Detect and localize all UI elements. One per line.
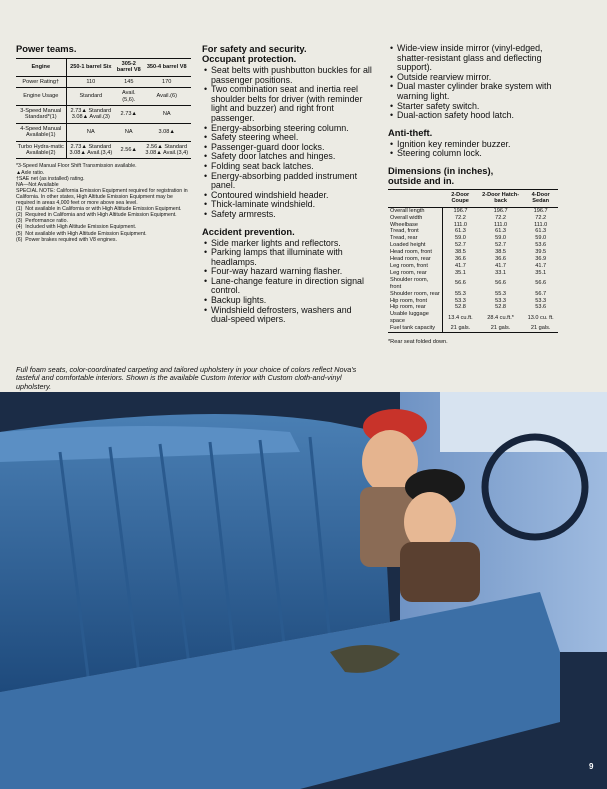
dimensions-table-row xyxy=(388,325,558,332)
dimensions-table-header-cell: 2-Door Coupe xyxy=(443,189,478,207)
power-table-row xyxy=(16,88,191,106)
dimensions-table-cell: Tread, rear xyxy=(388,235,443,242)
power-table-header-cell: Engine xyxy=(16,59,66,77)
dimensions-table-cell: Usable luggage space xyxy=(388,311,443,325)
safety-item: • Energy-absorbing steering column. xyxy=(202,124,372,134)
power-table-cell: 2.73▲ Standard 3.08▲ Avail.(3) xyxy=(66,106,115,124)
dimensions-table-cell: 56.6 xyxy=(495,280,507,287)
anti-theft-item: • Steering column lock. xyxy=(388,149,558,159)
mirror-item: • Starter safety switch. xyxy=(388,102,558,112)
dimensions-table-header-cell xyxy=(388,189,443,207)
dimensions-table-cell: 196.7 xyxy=(453,207,468,214)
power-table-cell: 2.73▲ xyxy=(115,106,142,124)
power-table-cell: 110 xyxy=(66,76,115,87)
power-note: (1) Not available in California or with High Altitude Emission Equipment. xyxy=(16,206,182,213)
anti-theft-list xyxy=(388,140,558,159)
power-note: ▲Axle ratio. xyxy=(16,169,45,176)
dimensions-table-cell: 61.3 xyxy=(495,228,507,235)
safety-item: • Thick-laminate windshield. xyxy=(202,200,372,210)
power-table-cell: NA xyxy=(142,106,191,124)
mirror-item: • Wide-view inside mirror (vinyl-edged, shatter-resistant glass and deflecting support). xyxy=(388,44,558,73)
dimensions-footnote: *Rear seat folded down. xyxy=(388,339,448,346)
safety-item: • Safety door latches and hinges. xyxy=(202,152,372,162)
dimensions-table-cell: 53.6 xyxy=(535,242,547,249)
power-note: SPECIAL NOTE: California Emission Equipment required for registration in California. In other states, High Altitude Emission Equipment may be required in areas 4,000 feet or more above sea level. xyxy=(16,187,190,207)
accident-prevention-list xyxy=(202,239,372,325)
power-table-header-cell: 250-1 barrel Six xyxy=(66,59,115,77)
dimensions-table-cell: Hip room, rear xyxy=(388,304,443,311)
dimensions-table-row xyxy=(388,263,558,270)
power-notes xyxy=(16,163,191,242)
dimensions-table-cell: Tread, front xyxy=(388,228,443,235)
dimensions-table-cell: 38.5 xyxy=(455,249,466,256)
power-table-cell: 4-Speed Manual Available(1) xyxy=(16,123,66,141)
power-table-cell: 2.56▲ xyxy=(115,141,142,159)
power-table-row xyxy=(16,123,191,141)
dimensions-table-row xyxy=(388,270,558,277)
dimensions-table-cell: 33.1 xyxy=(495,269,507,276)
dimensions-table-header-cell: 2-Door Hatch-back xyxy=(478,189,524,207)
dimensions-table-cell: 52.7 xyxy=(495,242,507,249)
power-table-cell: 170 xyxy=(142,76,191,87)
anti-theft-heading: Anti-theft. xyxy=(388,126,433,138)
power-note: (6) Power brakes required with V8 engines. xyxy=(16,236,117,243)
mirror-item: • Dual-action safety hood latch. xyxy=(388,111,558,121)
power-note: NA—Not Available xyxy=(16,181,59,188)
power-note: *3-Speed Manual Floor Shift Transmission available. xyxy=(16,163,137,170)
power-note: †SAE net (as installed) rating. xyxy=(16,175,85,182)
dimensions-table-cell: 21 gals. xyxy=(443,325,478,332)
dimensions-table-cell: 56.7 xyxy=(535,290,547,297)
dimensions-table xyxy=(388,189,558,333)
dimensions-heading-line1: Dimensions (in inches), xyxy=(388,164,494,176)
power-table-cell: NA xyxy=(115,123,142,141)
anti-theft-item: • Ignition key reminder buzzer. xyxy=(388,140,558,150)
dimensions-table-cell: 111.0 xyxy=(494,221,508,228)
power-table-cell: NA xyxy=(66,123,115,141)
dimensions-table-row xyxy=(388,291,558,298)
mirror-item: • Outside rearview mirror. xyxy=(388,73,558,83)
power-table-row xyxy=(16,76,191,87)
dimensions-table-row xyxy=(388,298,558,305)
dimensions-table-cell: 61.3 xyxy=(455,228,466,235)
power-table-cell: Avail.(6) xyxy=(142,88,191,106)
dimensions-heading xyxy=(388,166,558,186)
dimensions-table-cell: 55.3 xyxy=(495,290,507,297)
dimensions-table-cell: 41.7 xyxy=(535,263,547,269)
safety-item: • Two combination seat and inertia reel shoulder belts for driver (with reminder light and buzzer) and right front passenger. xyxy=(202,85,372,123)
dimensions-table-row xyxy=(388,256,558,263)
power-table-cell: Power Rating† xyxy=(16,76,66,87)
accident-item: • Side marker lights and reflectors. xyxy=(202,239,372,249)
accident-item: • Backup lights. xyxy=(202,296,372,306)
dimensions-table-cell: 35.1 xyxy=(455,269,466,276)
dimensions-table-cell: 13.4 cu.ft. xyxy=(448,314,473,321)
power-table-cell: 2.73▲ Standard 3.08▲ Avail.(3,4) xyxy=(66,141,115,159)
dimensions-table-cell: 59.0 xyxy=(495,235,507,242)
mirror-list xyxy=(388,44,558,121)
dimensions-table-cell: Wheelbase xyxy=(388,222,443,229)
accident-item: • Parking lamps that illuminate with headlamps. xyxy=(202,248,372,267)
window xyxy=(440,392,607,452)
dimensions-table-cell: 38.5 xyxy=(495,249,507,256)
power-note: (4) Included with High Altitude Emission Equipment. xyxy=(16,224,137,231)
dimensions-table-cell: 59.0 xyxy=(455,235,466,242)
dimensions-table-cell: Overall length xyxy=(388,207,443,214)
dimensions-table-cell: 28.4 cu.ft.* xyxy=(487,314,514,321)
dimensions-table-cell: 52.8 xyxy=(455,304,466,311)
dimensions-table-cell: 53.3 xyxy=(535,297,547,304)
dimensions-table-cell: 36.9 xyxy=(535,256,547,263)
power-table-header-cell: 350-4 barrel V8 xyxy=(142,59,191,77)
photo-caption: Full foam seats, color-coordinated carpeting and tailored upholstery in your choice of colors reflect Nova's tasteful and comfortable interiors. Shown is the available Custom Interior with Custom cloth-and-vinyl upholstery. xyxy=(16,365,357,391)
dimensions-table-cell: 35.1 xyxy=(535,269,547,276)
power-table-cell: Standard xyxy=(66,88,115,106)
power-table-cell: 2.56▲ Standard 3.08▲ Avail.(3,4) xyxy=(142,141,191,159)
safety-item: • Contoured windshield header. xyxy=(202,191,372,201)
dimensions-table-cell: 36.6 xyxy=(495,256,507,263)
occupant-protection-list xyxy=(202,66,372,220)
dimensions-heading-line2: outside and in. xyxy=(388,174,455,186)
safety-item: • Energy-absorbing padded instrument panel. xyxy=(202,172,372,191)
dimensions-table-cell: 61.3 xyxy=(535,228,547,235)
dimensions-table-cell: 196.7 xyxy=(533,207,548,214)
dimensions-table-cell: Head room, front xyxy=(388,249,443,256)
dimensions-table-cell: Fuel tank capacity xyxy=(388,325,443,332)
power-note: (2) Required in California and with High Altitude Emission Equipment. xyxy=(16,212,177,219)
power-table-cell: Avail.(5,6). xyxy=(115,88,142,106)
power-table-cell: Turbo Hydra-matic Available(2) xyxy=(16,141,66,159)
dimensions-table-row xyxy=(388,277,558,291)
safety-item: • Safety steering wheel. xyxy=(202,133,372,143)
dimensions-table-row xyxy=(388,249,558,256)
dimensions-table-cell: 41.7 xyxy=(455,263,466,269)
power-table-cell: 3-Speed Manual Standard*(1) xyxy=(16,106,66,124)
dimensions-table-cell: 52.7 xyxy=(455,242,466,249)
dimensions-table-cell: 21 gals. xyxy=(478,325,524,332)
dimensions-section xyxy=(388,44,558,345)
dimensions-table-row xyxy=(388,222,558,229)
safety-item: • Safety armrests. xyxy=(202,210,372,220)
dimensions-table-cell: 53.6 xyxy=(535,304,547,311)
dimensions-table-row xyxy=(388,207,558,214)
dimensions-table-cell: 13.0 cu. ft. xyxy=(527,314,554,321)
dimensions-table-cell: Leg room, rear xyxy=(388,270,443,277)
dimensions-table-cell: 111.0 xyxy=(453,221,468,228)
dimensions-table-cell: 72.2 xyxy=(495,214,507,221)
dimensions-table-row xyxy=(388,235,558,242)
dimensions-table-cell: 59.0 xyxy=(535,235,547,242)
dimensions-table-cell: 53.3 xyxy=(455,297,466,304)
interior-photo xyxy=(0,392,607,789)
dimensions-table-cell: 111.0 xyxy=(534,221,548,228)
dimensions-table-cell: 196.7 xyxy=(493,207,508,214)
power-note: (5) Not available with High Altitude Emission Equipment. xyxy=(16,230,147,237)
dimensions-table-cell: Leg room, front xyxy=(388,263,443,270)
dimensions-table-cell: 39.5 xyxy=(535,249,547,256)
dimensions-table-cell: Loaded height xyxy=(388,242,443,249)
dimensions-table-cell: 55.3 xyxy=(455,290,466,297)
dimensions-table-row xyxy=(388,228,558,235)
safety-item: • Passenger-guard door locks. xyxy=(202,143,372,153)
dimensions-table-header-cell: 4-Door Sedan xyxy=(523,189,558,207)
power-table-row xyxy=(16,106,191,124)
dimensions-table-cell: 53.3 xyxy=(495,297,507,304)
power-table-row xyxy=(16,141,191,159)
mirror-item: • Dual master cylinder brake system with warning light. xyxy=(388,82,558,101)
dimensions-table-cell: Overall width xyxy=(388,215,443,222)
dimensions-table-cell: 21 gals. xyxy=(523,325,558,332)
dimensions-table-cell: 56.6 xyxy=(535,280,547,287)
accident-item: • Windshield defrosters, washers and dual-speed wipers. xyxy=(202,306,372,325)
dimensions-table-row xyxy=(388,311,558,325)
dimensions-table-cell: 56.6 xyxy=(455,280,466,287)
dimensions-table-row xyxy=(388,242,558,249)
power-table-cell: 145 xyxy=(115,76,142,87)
dimensions-table-cell: Shoulder room, rear xyxy=(388,291,443,298)
safety-section xyxy=(202,44,372,325)
dimensions-table-cell: 72.2 xyxy=(455,214,466,221)
accident-heading: Accident prevention. xyxy=(202,225,295,237)
accident-item: • Lane-change feature in direction signal control. xyxy=(202,277,372,296)
power-table-header-cell: 305-2 barrel V8 xyxy=(115,59,142,77)
power-teams-section xyxy=(16,44,191,243)
power-teams-heading: Power teams. xyxy=(16,43,77,54)
power-table-cell: Engine Usage xyxy=(16,88,66,106)
dimensions-table-cell: Hip room, front xyxy=(388,298,443,305)
dimensions-table-cell: 72.2 xyxy=(535,214,547,221)
dimensions-table-cell: Shoulder room, front xyxy=(388,277,443,291)
power-note: (3) Performance ratio. xyxy=(16,218,68,225)
dimensions-table-row xyxy=(388,215,558,222)
page-number: 9 xyxy=(589,762,594,771)
dimensions-table-cell: Head room, rear xyxy=(388,256,443,263)
safety-heading-line2: Occupant protection. xyxy=(202,53,297,64)
dimensions-table-cell: 52.8 xyxy=(495,304,507,311)
safety-item: • Seat belts with pushbutton buckles for all passenger positions. xyxy=(202,66,372,85)
dimensions-table-cell: 36.6 xyxy=(455,256,466,263)
safety-heading xyxy=(202,44,372,64)
accident-item: • Four-way hazard warning flasher. xyxy=(202,267,372,277)
dimensions-table-row xyxy=(388,304,558,311)
safety-heading-line1: For safety and security. xyxy=(202,43,307,54)
power-table-cell: 3.08▲ xyxy=(142,123,191,141)
dimensions-table-cell: 41.7 xyxy=(495,263,507,269)
power-teams-table xyxy=(16,58,191,159)
safety-item: • Folding seat back latches. xyxy=(202,162,372,172)
